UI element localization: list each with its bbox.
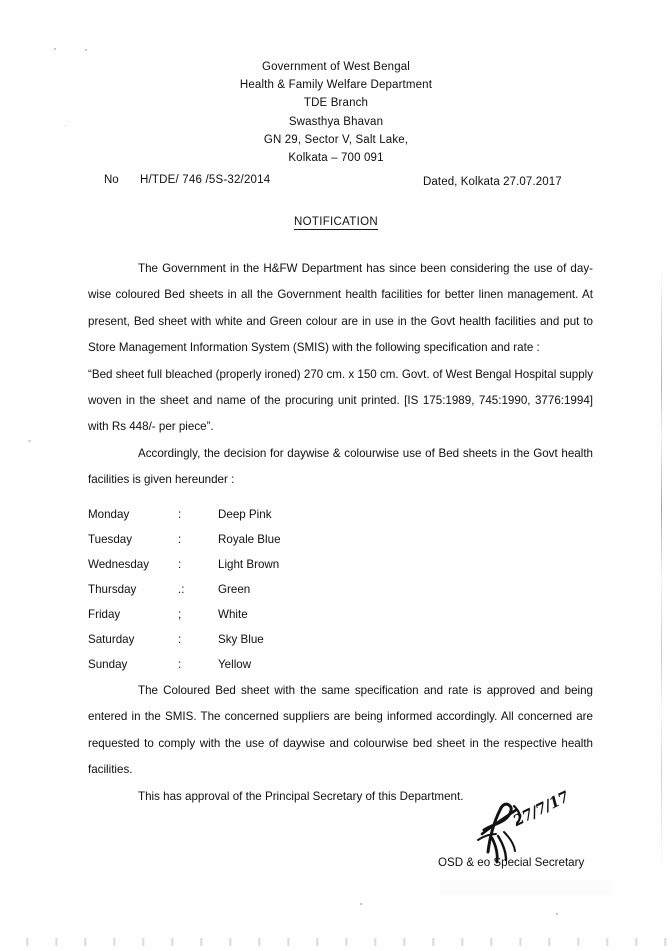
list-item <box>88 652 418 677</box>
paragraph-principal-secretary: This has approval of the Principal Secretary of this Department. <box>138 789 464 803</box>
day-colour: Yellow <box>218 658 252 671</box>
reference-date: Dated, Kolkata 27.07.2017 <box>423 176 562 188</box>
paragraph-background: The Government in the H&FW Department has since been considering the use of day-wise coloured Bed sheets in all the Government health facilities for better linen management. At present, Bed sheet with white and Green colour are in use in the Govt health facilities and put to Store Management Information System (SMIS) with the following specification and rate : <box>88 262 593 355</box>
day-colour-list <box>88 502 418 677</box>
letterhead-line-branch: TDE Branch <box>303 97 369 110</box>
day-separator: ; <box>178 608 182 621</box>
day-separator: : <box>178 558 182 571</box>
day-colour: Light Brown <box>218 558 280 571</box>
letterhead-line-city-pin: Kolkata – 700 091 <box>288 152 384 165</box>
day-colour: Sky Blue <box>218 633 264 646</box>
day-separator: : <box>178 533 182 546</box>
document-body <box>88 256 593 494</box>
day-colour: White <box>218 608 248 621</box>
handwritten-date: 27/7/17 <box>510 787 572 830</box>
letterhead-line-building: Swasthya Bhavan <box>288 115 384 128</box>
page-title <box>0 216 672 228</box>
day-separator: : <box>178 508 182 521</box>
scan-speck <box>54 48 56 50</box>
scan-speck <box>28 440 31 442</box>
day-name: Monday <box>88 508 130 521</box>
scan-line-artifact <box>661 268 662 868</box>
page-title-text: NOTIFICATION <box>294 216 378 228</box>
day-name: Sunday <box>88 658 128 671</box>
scan-speck <box>65 125 66 126</box>
scan-speck <box>360 903 362 905</box>
signatory-designation: OSD & eo Special Secretary <box>438 856 585 869</box>
day-separator: .: <box>178 583 185 596</box>
reference-no-value: H/TDE/ 746 /5S-32/2014 <box>140 174 271 186</box>
list-item <box>88 627 418 652</box>
day-colour: Deep Pink <box>218 508 272 521</box>
reference-no-label: No <box>104 174 119 186</box>
list-item <box>88 502 418 527</box>
day-separator: : <box>178 633 182 646</box>
day-colour: Green <box>218 583 251 596</box>
day-colour: Royale Blue <box>218 533 281 546</box>
letterhead <box>0 58 672 167</box>
scan-speck <box>85 49 87 51</box>
scan-corner-fade <box>440 880 610 894</box>
list-item <box>88 577 418 602</box>
letterhead-line-government: Government of West Bengal <box>262 61 410 73</box>
scan-edge-noise <box>0 938 672 946</box>
reference-row <box>0 174 672 192</box>
list-item <box>88 527 418 552</box>
letterhead-line-address: GN 29, Sector V, Salt Lake, <box>263 133 409 146</box>
letterhead-line-department: Health & Family Welfare Department <box>239 79 433 92</box>
day-name: Wednesday <box>88 558 150 571</box>
day-separator: : <box>178 658 182 671</box>
scan-speck <box>556 913 558 915</box>
day-name: Tuesday <box>88 533 133 546</box>
day-name: Friday <box>88 608 121 621</box>
paragraph-approval: The Coloured Bed sheet with the same specification and rate is approved and being entered in the SMIS. The concerned suppliers are being informed accordingly. All concerned are requested to comply with the use of daywise and colourwise bed sheet in the respective health facilities. <box>88 684 593 777</box>
day-name: Thursday <box>88 583 137 596</box>
list-item <box>88 602 418 627</box>
paragraph-decision: Accordingly, the decision for daywise & colourwise use of Bed sheets in the Govt health facilities is given hereunder : <box>88 446 593 487</box>
document-closing <box>88 678 593 810</box>
day-name: Saturday <box>88 633 135 646</box>
list-item <box>88 552 418 577</box>
paragraph-specification: “Bed sheet full bleached (properly ironed) 270 cm. x 150 cm. Govt. of West Bengal Hospital supply woven in the sheet and name of the procuring unit printed. [IS 175:1989, 745:1990, 3776:1994] with Rs 448/- per piece”. <box>88 367 594 434</box>
